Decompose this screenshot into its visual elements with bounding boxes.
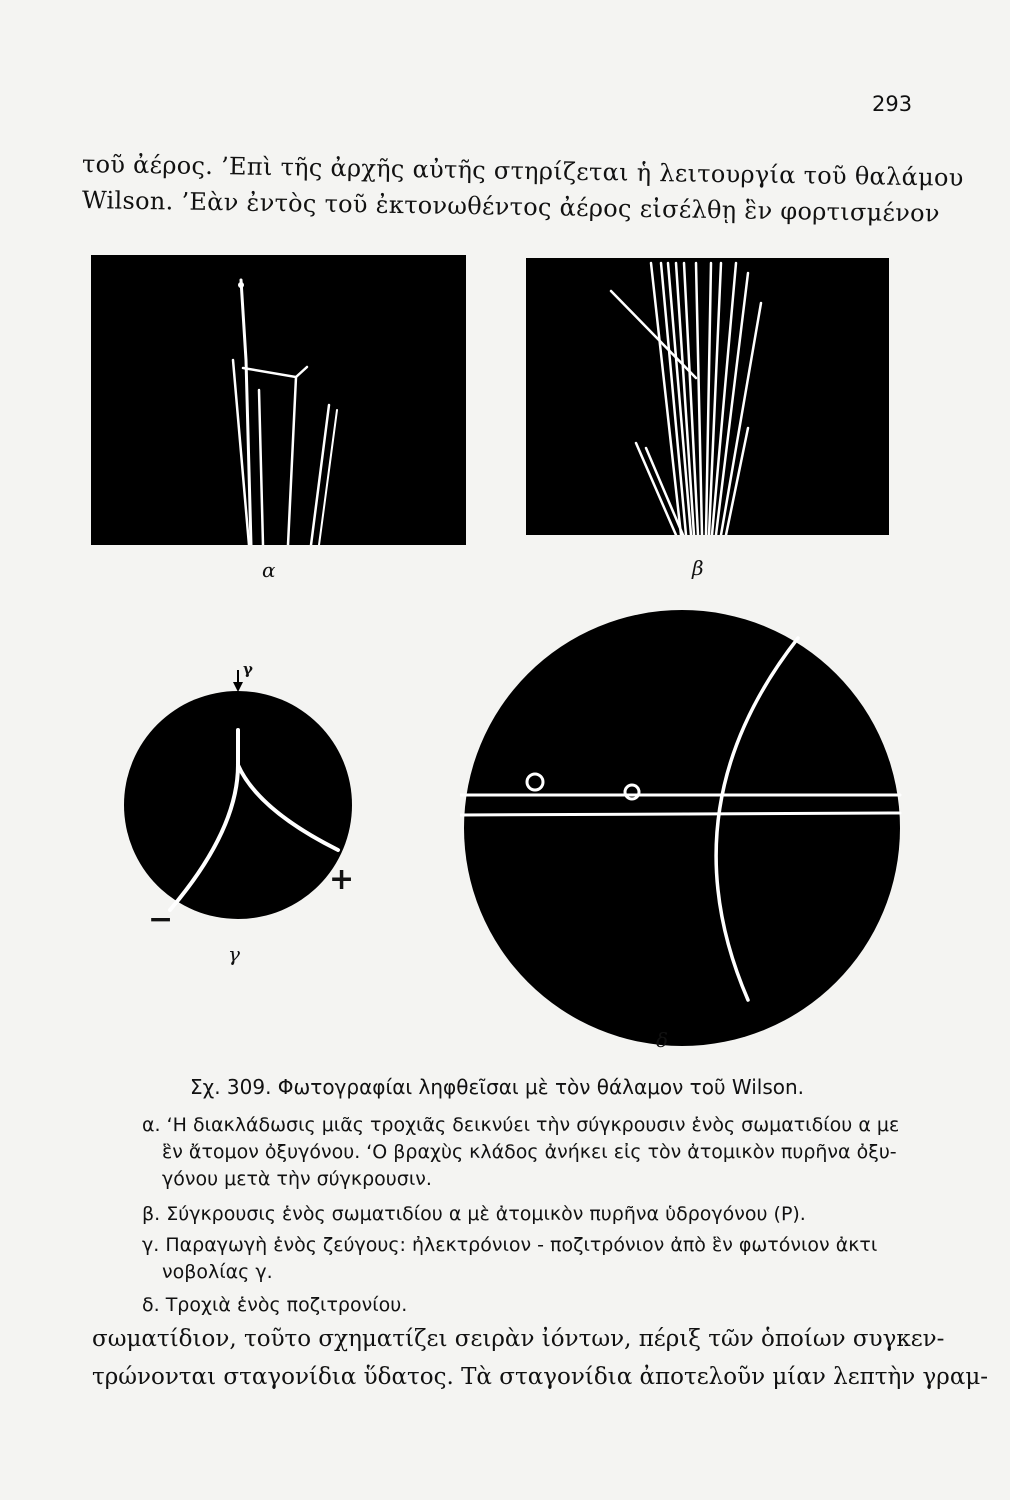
beta-tracks xyxy=(526,258,889,535)
gamma-ray-mark: γ xyxy=(243,660,253,678)
diagram-gamma xyxy=(108,660,368,950)
outro-line: σωματίδιον, τοῦτο σχηματίζει σειρὰν ἰόντων, πέριξ τῶν ὁποίων συγκεν- xyxy=(92,1326,945,1352)
gamma-chamber xyxy=(108,660,368,950)
caption-line: α. ‘Η διακλάδωσις μιᾶς τροχιᾶς δεικνύει τὴν σύγκρουσιν ἑνὸς σωματιδίου α με xyxy=(142,1114,900,1136)
caption-line: γόνου μετὰ τὴν σύγκρουσιν. xyxy=(162,1168,432,1190)
caption-line: δ. Τροχιὰ ἑνὸς ποζιτρονίου. xyxy=(142,1294,408,1316)
label-gamma: γ xyxy=(228,942,240,966)
caption-line: γ. Παραγωγὴ ἑνὸς ζεύγους: ἠλεκτρόνιον - ποζιτρόνιον ἀπὸ ἓν φωτόνιον ἀκτι xyxy=(142,1234,878,1256)
intro-line: Wilson. ’Εὰν ἐντὸς τοῦ ἐκτονωθέντος ἀέρος εἰσέλθῃ ἓν φορτισμένον xyxy=(81,186,941,228)
intro-line: τοῦ ἀέρος. ’Επὶ τῆς ἀρχῆς αὐτῆς στηρίζεται ἡ λειτουργία τοῦ θαλάμου xyxy=(81,150,964,192)
diagram-delta xyxy=(460,608,910,1058)
caption-line: νοβολίας γ. xyxy=(162,1261,273,1283)
gamma-minus-sign: − xyxy=(148,902,174,937)
caption-line: β. Σύγκρουσις ἑνὸς σωματιδίου α μὲ ἀτομικὸν πυρῆνα ὑδρογόνου (Ρ). xyxy=(142,1203,806,1225)
photo-beta xyxy=(526,258,889,535)
label-alpha: α xyxy=(262,558,276,582)
alpha-tracks xyxy=(91,255,466,545)
outro-paragraph xyxy=(92,1320,989,1396)
page-number: 293 xyxy=(872,92,913,116)
photo-alpha xyxy=(91,255,466,545)
caption-line: ἓν ἄτομον ὀξυγόνου. ‘Ο βραχὺς κλάδος ἀνήκει εἰς τὸν ἀτομικὸν πυρῆνα ὀξυ- xyxy=(162,1141,897,1163)
label-delta: δ xyxy=(656,1028,669,1052)
intro-paragraph xyxy=(81,146,964,228)
caption-title: Σχ. 309. Φωτογραφίαι ληφθεῖσαι μὲ τὸν θάλαμον τοῦ Wilson. xyxy=(190,1075,805,1099)
label-beta: β xyxy=(692,556,704,580)
outro-line: τρώνονται σταγονίδια ὕδατος. Τὰ σταγονίδια ἀποτελοῦν μίαν λεπτὴν γραμ- xyxy=(92,1364,989,1390)
delta-chamber xyxy=(460,608,910,1058)
gamma-plus-sign: + xyxy=(329,862,355,897)
caption-body xyxy=(142,1112,942,1319)
